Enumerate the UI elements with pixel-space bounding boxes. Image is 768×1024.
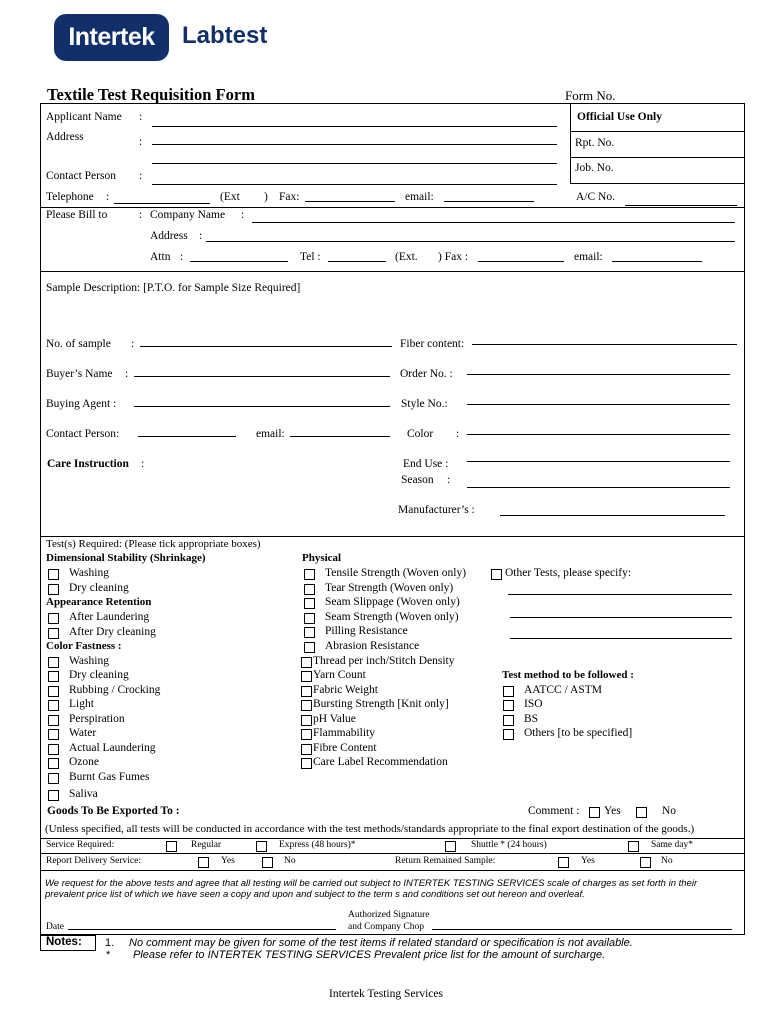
- other-tests-field-2[interactable]: [510, 617, 732, 618]
- season-field[interactable]: [467, 487, 730, 488]
- cf-drycleaning-checkbox[interactable]: [48, 671, 59, 682]
- cf-perspiration-checkbox[interactable]: [48, 715, 59, 726]
- phys-ph-checkbox[interactable]: [301, 715, 312, 726]
- buying-agent-field[interactable]: [134, 406, 390, 407]
- phys-fabric-weight-checkbox[interactable]: [301, 686, 312, 697]
- cf-saliva-checkbox[interactable]: [48, 790, 59, 801]
- buyer-name-label: Buyer’s Name: [46, 368, 113, 380]
- cf-water-checkbox[interactable]: [48, 729, 59, 740]
- telephone-label: Telephone: [46, 191, 94, 203]
- phys-seam-strength-checkbox[interactable]: [304, 613, 315, 624]
- applicant-name-field[interactable]: [152, 126, 557, 127]
- other-tests-field-3[interactable]: [510, 638, 732, 639]
- standards-note: (Unless specified, all tests will be conducted in accordance with the test methods/standards appropriate to the final export destination of the goods.): [45, 823, 695, 835]
- ext-label: (Ext: [220, 191, 240, 203]
- service-express-checkbox[interactable]: [256, 841, 267, 852]
- no-of-sample-label: No. of sample: [46, 338, 111, 350]
- cf-actual-laundering-checkbox[interactable]: [48, 744, 59, 755]
- sample-email-label: email:: [256, 428, 285, 440]
- end-use-field[interactable]: [467, 461, 730, 462]
- comment-label: Comment :: [528, 805, 580, 817]
- color-fastness-heading: Color Fastness :: [46, 640, 122, 652]
- physical-heading: Physical: [302, 552, 342, 564]
- order-no-field[interactable]: [467, 374, 730, 375]
- bill-email-label: email:: [574, 251, 603, 263]
- attn-label: Attn: [150, 251, 171, 263]
- dimensional-stability-heading: Dimensional Stability (Shrinkage): [46, 552, 206, 564]
- phys-seam-slippage-checkbox[interactable]: [304, 598, 315, 609]
- return-sample-label: Return Remained Sample:: [395, 856, 496, 866]
- report-no-checkbox[interactable]: [262, 857, 273, 868]
- phys-flammability-checkbox[interactable]: [301, 729, 312, 740]
- buyer-name-field[interactable]: [134, 376, 390, 377]
- address-field-2[interactable]: [152, 163, 557, 164]
- other-tests-checkbox[interactable]: [491, 569, 502, 580]
- test-method-heading: Test method to be followed :: [502, 669, 634, 681]
- dim-drycleaning-checkbox[interactable]: [48, 584, 59, 595]
- sample-contact-field[interactable]: [138, 436, 236, 437]
- bill-tel-label: Tel :: [300, 251, 321, 263]
- phys-yarn-count-checkbox[interactable]: [301, 671, 312, 682]
- other-tests-field-1[interactable]: [508, 594, 732, 595]
- bill-tel-field[interactable]: [328, 261, 386, 262]
- telephone-field[interactable]: [114, 203, 210, 204]
- job-no-label: Job. No.: [575, 162, 614, 174]
- footer-company: Intertek Testing Services: [329, 988, 443, 1000]
- care-instruction-label: Care Instruction: [47, 458, 129, 470]
- manufacturer-label: Manufacturer’s :: [398, 504, 475, 516]
- company-name-field[interactable]: [252, 222, 735, 223]
- email-field[interactable]: [444, 201, 534, 202]
- phys-tear-checkbox[interactable]: [304, 584, 315, 595]
- no-of-sample-field[interactable]: [140, 346, 392, 347]
- season-label: Season: [401, 474, 434, 486]
- sample-description-label: Sample Description: [P.T.O. for Sample Size Required]: [46, 282, 301, 294]
- color-field[interactable]: [467, 434, 730, 435]
- signature-label: Authorized Signature: [348, 910, 430, 920]
- phys-tensile-checkbox[interactable]: [304, 569, 315, 580]
- style-no-label: Style No.:: [401, 398, 448, 410]
- order-no-label: Order No. :: [400, 368, 453, 380]
- phys-fibre-content-checkbox[interactable]: [301, 744, 312, 755]
- cf-light-checkbox[interactable]: [48, 700, 59, 711]
- phys-thread-checkbox[interactable]: [301, 657, 312, 668]
- bill-to-label: Please Bill to: [46, 209, 108, 221]
- bill-fax-field[interactable]: [478, 261, 564, 262]
- page-title: Textile Test Requisition Form: [47, 85, 255, 104]
- sample-contact-label: Contact Person:: [46, 428, 120, 440]
- bill-address-field[interactable]: [206, 241, 735, 242]
- ac-no-label: A/C No.: [576, 191, 615, 203]
- contact-person-label: Contact Person: [46, 170, 116, 182]
- app-laundering-checkbox[interactable]: [48, 613, 59, 624]
- cf-burnt-gas-checkbox[interactable]: [48, 773, 59, 784]
- appearance-retention-heading: Appearance Retention: [46, 596, 152, 608]
- method-bs-checkbox[interactable]: [503, 715, 514, 726]
- note-1: No comment may be given for some of the test items if related standard or specification is not available.: [129, 937, 633, 949]
- date-field[interactable]: [68, 929, 336, 930]
- applicant-name-label: Applicant Name: [46, 111, 122, 123]
- official-use-title: Official Use Only: [577, 111, 662, 123]
- phys-abrasion-checkbox[interactable]: [304, 642, 315, 653]
- form-no-label: Form No.: [565, 88, 616, 103]
- buying-agent-label: Buying Agent :: [46, 398, 117, 410]
- bill-address-label: Address: [150, 230, 188, 242]
- date-label: Date: [46, 922, 64, 932]
- method-aatcc-checkbox[interactable]: [503, 686, 514, 697]
- phys-bursting-checkbox[interactable]: [301, 700, 312, 711]
- address-field-1[interactable]: [152, 144, 557, 145]
- color-label: Color: [407, 428, 434, 440]
- comment-yes-checkbox[interactable]: [589, 807, 600, 818]
- signature-field[interactable]: [432, 929, 732, 930]
- report-yes-checkbox[interactable]: [198, 857, 209, 868]
- tests-required-label: Test(s) Required: (Please tick appropriate boxes): [46, 538, 261, 550]
- company-chop-label: and Company Chop: [348, 922, 424, 932]
- bill-ext-label: (Ext.: [395, 251, 418, 263]
- bill-email-field[interactable]: [612, 261, 702, 262]
- note-2: Please refer to INTERTEK TESTING SERVICES Prevalent price list for the amount of surcharge.: [133, 949, 606, 961]
- report-delivery-label: Report Delivery Service:: [46, 856, 141, 866]
- attn-field[interactable]: [190, 261, 288, 262]
- email-label: email:: [405, 191, 434, 203]
- notes-label: Notes:: [40, 935, 96, 951]
- method-iso-checkbox[interactable]: [503, 700, 514, 711]
- intertek-logo: [54, 14, 169, 61]
- logo-text: Intertek: [68, 23, 155, 51]
- end-use-label: End Use :: [403, 458, 449, 470]
- phys-care-label-checkbox[interactable]: [301, 758, 312, 769]
- brand-name: Labtest: [182, 22, 268, 49]
- agreement-text-1: We request for the above tests and agree that all testing will be carried out subject to INTERTEK TESTING SERVICES scale of charges as set forth in their: [45, 878, 698, 889]
- ac-no-field[interactable]: [625, 205, 737, 206]
- company-name-label: Company Name: [150, 209, 226, 221]
- bill-fax-label: ) Fax :: [438, 251, 469, 263]
- agreement-text-2: prevalent price list of which we have seen a copy and upon and subject to the term s and conditions set out hereon and overleaf.: [45, 889, 585, 900]
- phys-pilling-checkbox[interactable]: [304, 627, 315, 638]
- return-no-checkbox[interactable]: [640, 857, 651, 868]
- service-regular-checkbox[interactable]: [166, 841, 177, 852]
- fiber-content-label: Fiber content:: [400, 338, 465, 350]
- address-label: Address: [46, 131, 84, 143]
- goods-export-label: Goods To Be Exported To :: [47, 805, 180, 817]
- method-others-checkbox[interactable]: [503, 729, 514, 740]
- manufacturer-field[interactable]: [500, 515, 725, 516]
- fiber-content-field[interactable]: [472, 344, 737, 345]
- cf-washing-checkbox[interactable]: [48, 657, 59, 668]
- cf-rubbing-checkbox[interactable]: [48, 686, 59, 697]
- dim-washing-checkbox[interactable]: [48, 569, 59, 580]
- style-no-field[interactable]: [467, 404, 730, 405]
- other-tests-label: Other Tests, please specify:: [505, 567, 632, 579]
- fax-field[interactable]: [305, 201, 395, 202]
- service-shuttle-checkbox[interactable]: [445, 841, 456, 852]
- service-same-day-checkbox[interactable]: [628, 841, 639, 852]
- app-drycleaning-checkbox[interactable]: [48, 628, 59, 639]
- contact-person-field[interactable]: [152, 184, 557, 185]
- service-required-label: Service Required:: [46, 840, 115, 850]
- cf-ozone-checkbox[interactable]: [48, 758, 59, 769]
- return-yes-checkbox[interactable]: [558, 857, 569, 868]
- fax-label: Fax:: [279, 191, 300, 203]
- sample-email-field[interactable]: [290, 436, 390, 437]
- comment-no-checkbox[interactable]: [636, 807, 647, 818]
- rpt-no-label: Rpt. No.: [575, 137, 615, 149]
